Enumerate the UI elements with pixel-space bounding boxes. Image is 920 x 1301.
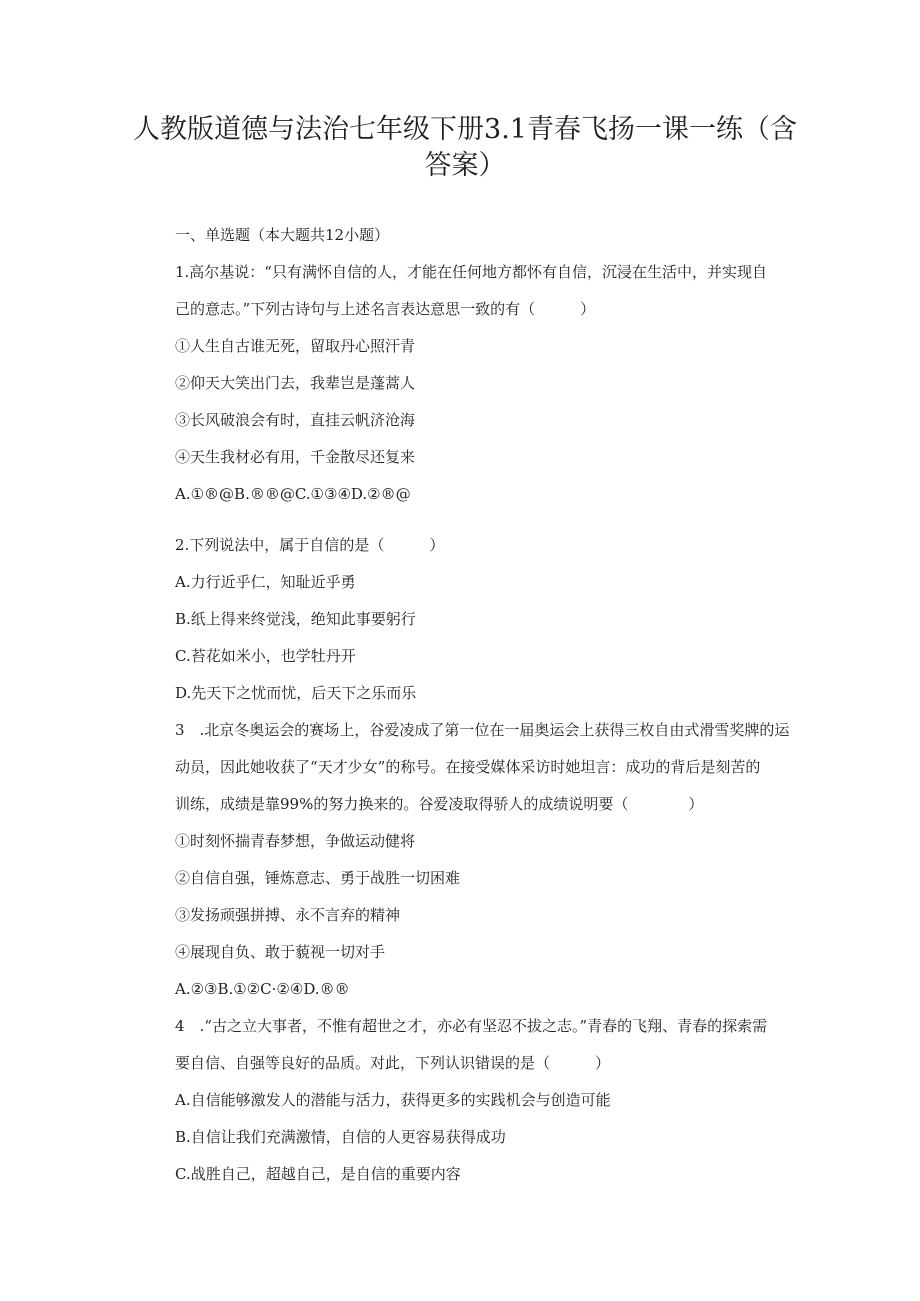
question-item: ②仰天大笑出门去，我辈岂是蓬蒿人 (175, 374, 416, 392)
answer-option: B.纸上得来终觉浅，绝知此事要躬行 (175, 610, 416, 628)
question-stem-line: 己的意志。”下列古诗句与上述名言表达意思一致的有（ ） (175, 300, 596, 318)
question-1 (175, 261, 815, 520)
question-stem-line: 4 .“古之立大事者，不惟有超世之才，亦必有坚忍不拔之志。”青春的飞翔、青春的探索需 (175, 1017, 768, 1035)
answer-option: B.自信让我们充满激情，自信的人更容易获得成功 (175, 1128, 506, 1146)
question-item: ③发扬顽强拼搏、永不言弃的精神 (175, 906, 401, 924)
question-stem-line: 1.高尔基说：“只有满怀自信的人，才能在任何地方都怀有自信，沉浸在生活中，并实现自 (175, 263, 767, 281)
question-stem-line: 要自信、自强等良好的品质。对此，下列认识错误的是（ ） (175, 1054, 611, 1072)
question-item: ③长风破浪会有时，直挂云帆济沧海 (175, 411, 416, 429)
question-item: ①人生自古谁无死，留取丹心照汗青 (175, 337, 416, 355)
question-stem-line: 3 .北京冬奥运会的赛场上，谷爱凌成了第一位在一届奥运会上获得三枚自由式滑雪奖牌的运 (175, 721, 790, 739)
question-stem-line: 训练，成绩是靠99%的努力换来的。谷爱凌取得骄人的成绩说明要（ ） (175, 795, 704, 813)
section-heading: 一、单选题（本大题共12小题） (175, 226, 390, 244)
answer-option: D.先天下之忧而忧，后天下之乐而乐 (175, 684, 417, 702)
question-item: ②自信自强，锤炼意志、勇于战胜一切困难 (175, 869, 461, 887)
question-stem-line: 动员，因此她收获了“天才少女”的称号。在接受媒体采访时她坦言：成功的背后是刻苦的 (175, 758, 761, 776)
answer-option: A.自信能够激发人的潜能与活力，获得更多的实践机会与创造可能 (175, 1091, 611, 1109)
question-4 (175, 1015, 815, 1200)
answer-option: C.苔花如米小，也学牡丹开 (175, 647, 356, 665)
answer-options: A.②③B.①②C·②④D.®® (175, 980, 350, 998)
answer-options: A.①®@B.®®@C.①③④D.②®@ (175, 485, 411, 503)
question-3 (175, 719, 815, 1015)
question-item: ④天生我材必有用，千金散尽还复来 (175, 448, 416, 466)
question-stem-line: 2.下列说法中，属于自信的是（ ） (175, 536, 445, 554)
document-body (175, 224, 815, 1200)
answer-option: C.战胜自己，超越自己，是自信的重要内容 (175, 1165, 461, 1183)
question-item: ④展现自负、敢于藐视一切对手 (175, 943, 386, 961)
question-item: ①时刻怀揣青春梦想，争做运动健将 (175, 832, 416, 850)
document-title: 人教版道德与法治七年级下册3.1青春飞扬一课一练（含答案） (133, 114, 797, 181)
question-2 (175, 534, 815, 719)
answer-option: A.力行近乎仁，知耻近乎勇 (175, 573, 356, 591)
